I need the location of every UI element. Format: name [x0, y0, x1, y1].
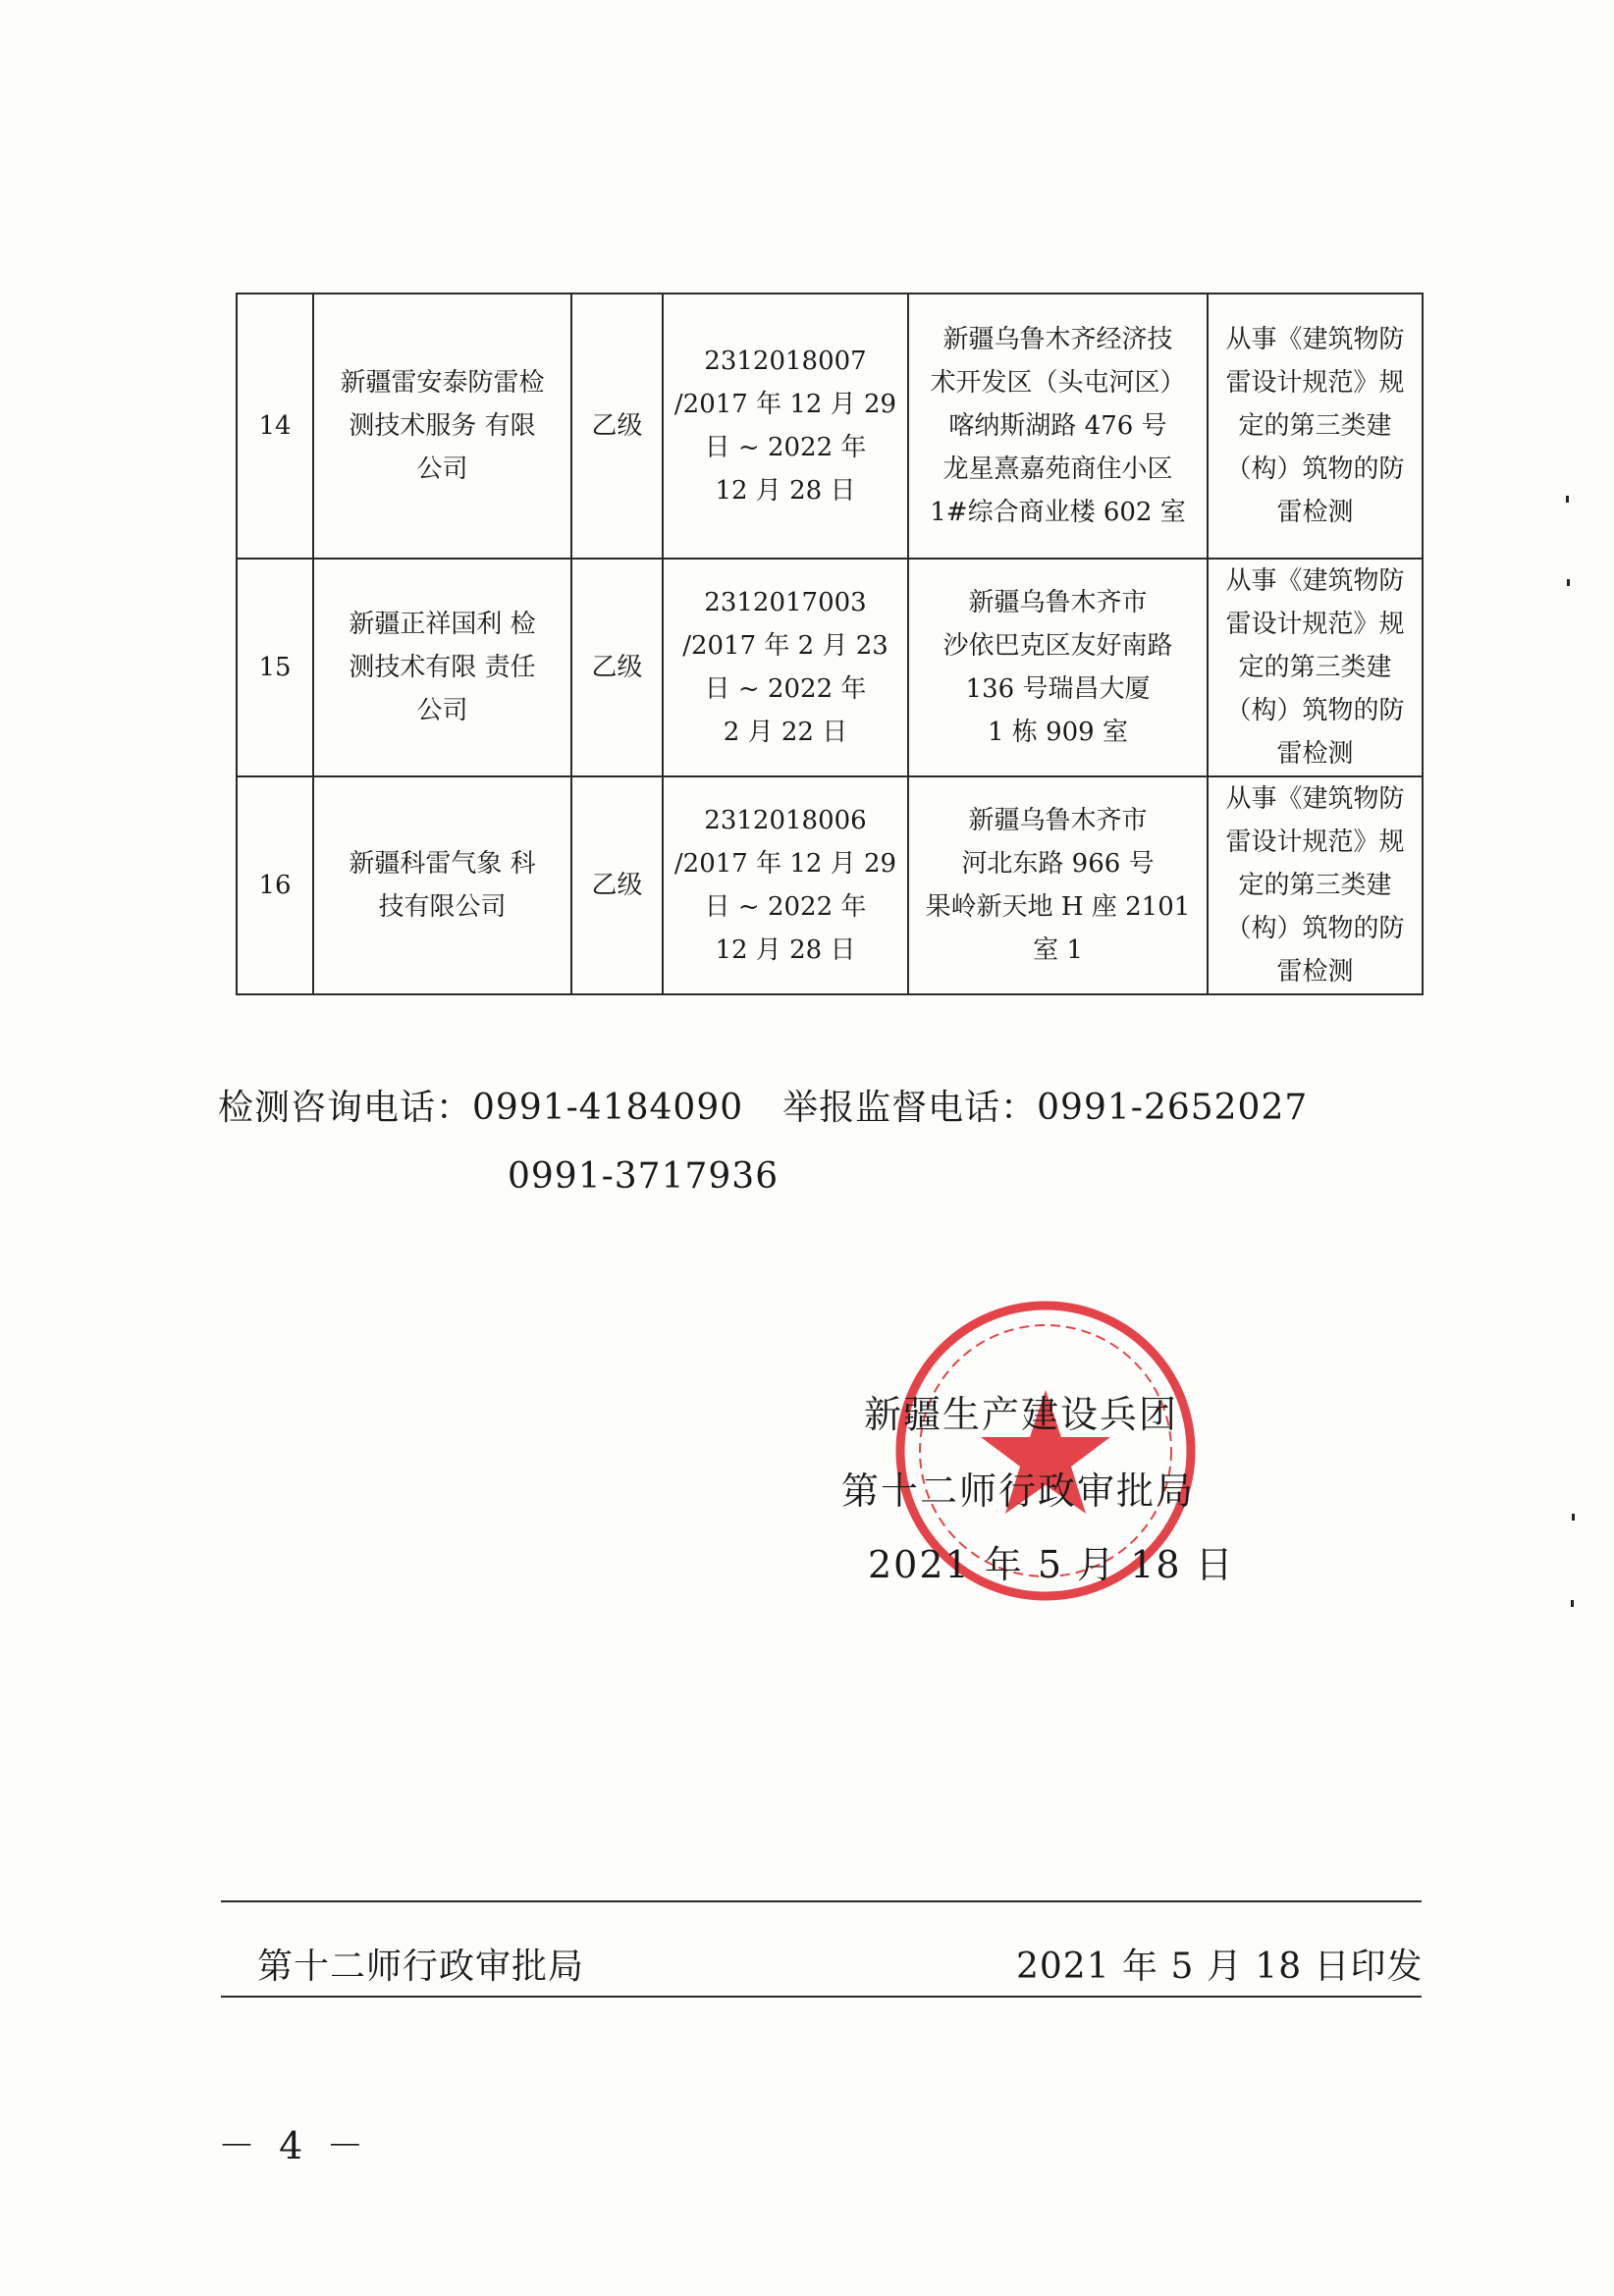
report-phone-1: 0991-2652027 [1037, 1088, 1309, 1128]
cell-line: 136 号瑞昌大厦 [965, 674, 1151, 704]
scan-speck [1571, 1600, 1574, 1607]
business-scope-cell [1208, 559, 1423, 776]
cell-line: /2017 年 12 月 29 [673, 849, 897, 879]
cell-line: 新疆乌鲁木齐经济技 [942, 325, 1173, 354]
detection-agency-table [236, 293, 1424, 995]
cell-line: 公司 [416, 696, 468, 725]
cell-line: 新疆乌鲁木齐市 [968, 588, 1148, 617]
cell-line: 定的第三类建 [1238, 871, 1392, 900]
qualification-grade-cell: 乙级 [571, 559, 663, 776]
scan-speck [1572, 1514, 1575, 1521]
cell-line: 公司 [416, 454, 468, 484]
scan-speck [1566, 496, 1569, 503]
footer-bottom-rule [221, 1996, 1422, 1998]
certificate-validity-cell [663, 776, 908, 994]
cell-line: 12 月 28 日 [715, 935, 856, 965]
cell-line: 1 栋 909 室 [988, 718, 1128, 747]
cell-line: （构）筑物的防 [1225, 696, 1405, 725]
cell-line: （构）筑物的防 [1225, 914, 1405, 943]
table-row [237, 559, 1423, 776]
consult-phone: 0991-4184090 [472, 1088, 744, 1128]
business-scope-cell [1208, 294, 1423, 559]
cell-line: 从事《建筑物防 [1225, 784, 1405, 814]
cell-line: 定的第三类建 [1238, 653, 1392, 682]
address-cell [908, 776, 1208, 994]
cell-line: 雷检测 [1276, 739, 1354, 769]
cell-line: 雷设计规范》规 [1225, 610, 1405, 639]
cell-line: 2 月 22 日 [723, 718, 848, 747]
cell-line: 喀纳斯湖路 476 号 [948, 411, 1167, 441]
qualification-grade-cell: 乙级 [571, 776, 663, 994]
row-number-cell: 16 [237, 776, 313, 994]
cell-line: 新疆雷安泰防雷检 [340, 368, 545, 398]
cell-line: 雷设计规范》规 [1225, 828, 1405, 857]
business-scope-cell [1208, 776, 1423, 994]
cell-line: 河北东路 966 号 [961, 849, 1155, 879]
row-number-cell: 15 [237, 559, 313, 776]
cell-line: 2312018006 [704, 806, 867, 835]
address-cell [908, 559, 1208, 776]
cell-line: （构）筑物的防 [1225, 454, 1405, 484]
row-number-cell: 14 [237, 294, 313, 559]
cell-line: 2312017003 [704, 588, 867, 617]
cell-line: /2017 年 2 月 23 [682, 631, 888, 661]
table-row [237, 294, 1423, 559]
qualification-grade-cell: 乙级 [571, 294, 663, 559]
cell-line: 定的第三类建 [1238, 411, 1392, 441]
cell-line: 12 月 28 日 [715, 476, 856, 506]
cell-line: 日 ~ 2022 年 [704, 433, 867, 462]
cell-line: 室 1 [1033, 935, 1083, 965]
cell-line: 雷检测 [1276, 498, 1354, 527]
cell-line: 日 ~ 2022 年 [704, 674, 867, 704]
cell-line: 雷设计规范》规 [1225, 368, 1405, 398]
cell-line: 测技术有限 责任 [349, 653, 536, 682]
address-cell [908, 294, 1208, 559]
company-name-cell [313, 294, 571, 559]
cell-line: 技有限公司 [378, 892, 507, 922]
contact-line [218, 1080, 1308, 1130]
cell-line: 新疆科雷气象 科 [349, 849, 536, 879]
signature-date: 2021 年 5 月 18 日 [868, 1543, 1235, 1586]
cell-line: 龙星熹嘉苑商住小区 [942, 454, 1173, 484]
footer-issuer: 第十二师行政审批局 [257, 1947, 585, 1987]
company-name-cell [313, 776, 571, 994]
footer-issue-date: 2021 年 5 月 18 日印发 [1016, 1947, 1424, 1987]
scan-speck [1567, 579, 1570, 586]
cell-line: 从事《建筑物防 [1225, 566, 1405, 596]
table-row [237, 776, 1423, 994]
cell-line: 新疆正祥国利 检 [349, 610, 536, 639]
company-name-cell [313, 559, 571, 776]
cell-line: 果岭新天地 H 座 2101 [925, 892, 1191, 922]
cell-line: 新疆乌鲁木齐市 [968, 806, 1148, 835]
issuing-organization-line1: 新疆生产建设兵团 [864, 1393, 1179, 1436]
footer-top-rule [221, 1900, 1422, 1902]
certificate-validity-cell [663, 559, 908, 776]
consult-label: 检测咨询电话： [218, 1088, 473, 1128]
certificate-validity-cell [663, 294, 908, 559]
cell-line: 雷检测 [1276, 957, 1354, 987]
cell-line: 2312018007 [704, 347, 867, 376]
issuing-organization-line2: 第十二师行政审批局 [841, 1469, 1196, 1513]
cell-line: /2017 年 12 月 29 [673, 390, 897, 419]
cell-line: 日 ~ 2022 年 [704, 892, 867, 922]
report-phone-2: 0991-3717936 [508, 1156, 780, 1197]
page-number: － 4 － [218, 2124, 370, 2167]
cell-line: 1#综合商业楼 602 室 [930, 498, 1186, 527]
cell-line: 从事《建筑物防 [1225, 325, 1405, 354]
cell-line: 测技术服务 有限 [349, 411, 536, 441]
cell-line: 沙依巴克区友好南路 [942, 631, 1173, 661]
cell-line: 术开发区（头屯河区） [930, 368, 1186, 398]
report-label: 举报监督电话： [782, 1088, 1038, 1128]
